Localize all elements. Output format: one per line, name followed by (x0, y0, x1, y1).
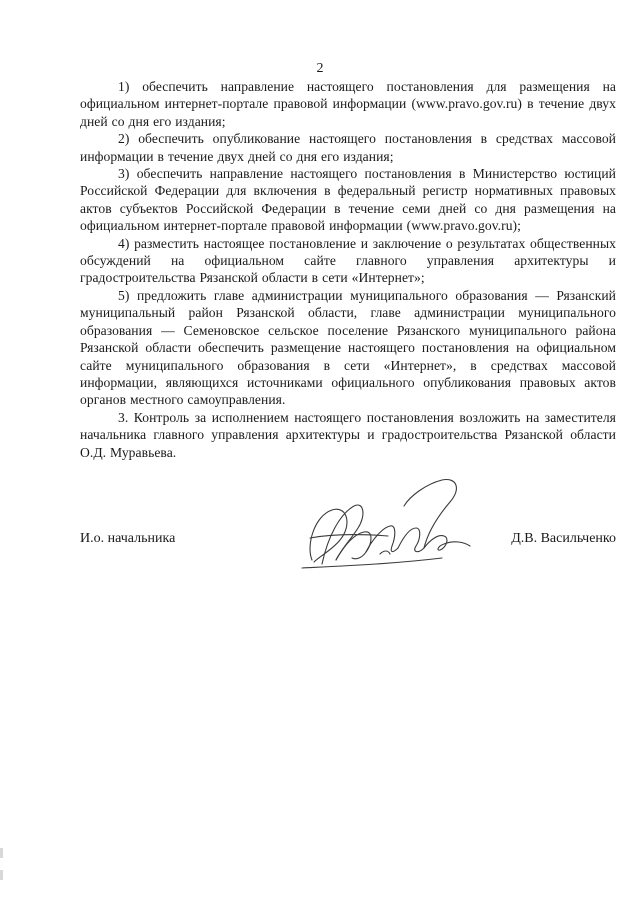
paragraph-item-3: 3) обеспечить направление настоящего постановления в Министерство юстиций Российской Федерации для включения в федеральный регистр нормативных правовых актов субъектов Российской Федерации в течение семи дней со дня размещения на официальном интернет-портале правовой информации (www.pravo.gov.ru); (80, 166, 616, 234)
signer-name: Д.В. Васильченко (511, 531, 616, 546)
document-body (80, 78, 616, 461)
paragraph-control: 3. Контроль за исполнением настоящего постановления возложить на заместителя начальника главного управления архитектуры и градостроительства Рязанской области О.Д. Муравьева. (80, 409, 616, 460)
scan-margin-mark (0, 848, 3, 858)
page-number: 2 (316, 61, 324, 76)
signer-title: И.о. начальника (80, 531, 176, 546)
signature-block (80, 526, 616, 586)
paragraph-item-4: 4) разместить настоящее постановление и заключение о результатах общественных обсуждений на официальном сайте главного управления архитектуры и градостроительства Рязанской области в сети «Интернет»; (80, 235, 616, 286)
scan-margin-mark (0, 870, 3, 880)
paragraph-item-2: 2) обеспечить опубликование настоящего постановления в средствах массовой информации в течение двух дней со дня его издания; (80, 131, 616, 164)
paragraph-item-5: 5) предложить главе администрации муниципального образования — Рязанский муниципальный район Рязанской области, главе администрации муниципального образования — Семеновское сельское поселение Рязанского муниципального района Рязанской области обеспечить размещение настоящего постановления на официальном сайте муниципального образования в сети «Интернет», в средствах массовой информации, являющихся источниками официального опубликования правовых актов органов местного самоуправления. (80, 287, 616, 408)
handwritten-signature (292, 476, 478, 586)
paragraph-item-1: 1) обеспечить направление настоящего постановления для размещения на официальном интернет-портале правовой информации (www.pravo.gov.ru) в течение двух дней со дня его издания; (80, 79, 616, 129)
